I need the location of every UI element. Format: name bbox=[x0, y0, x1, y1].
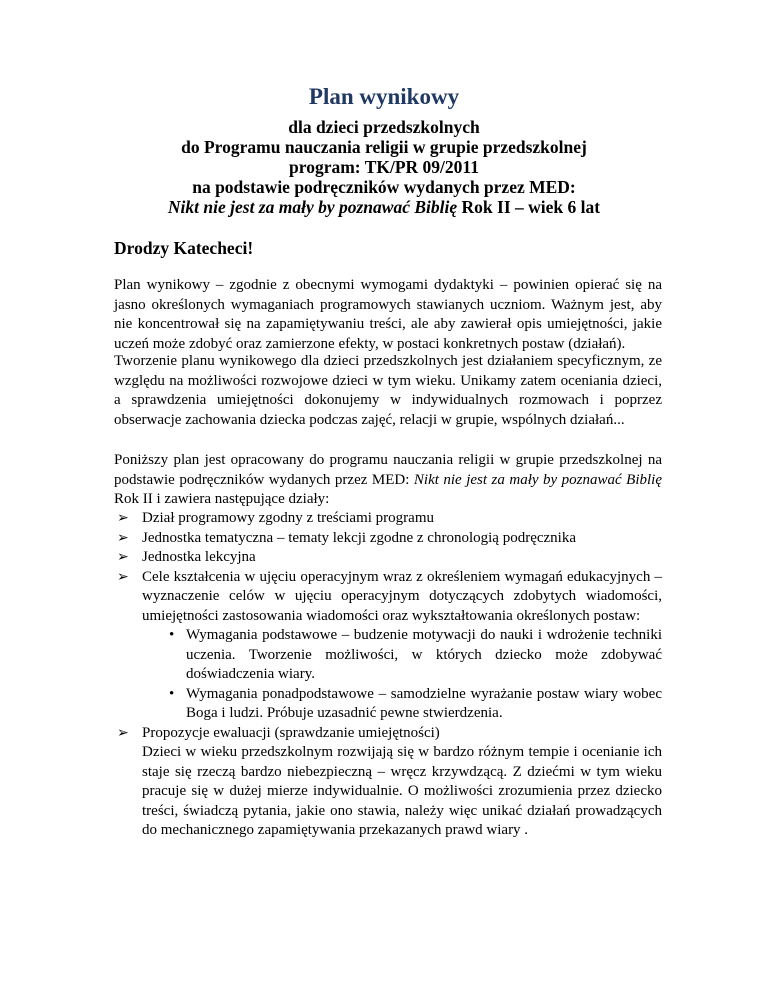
bullet-dot-icon: • bbox=[169, 685, 175, 702]
subtitle-line-3: program: TK/PR 09/2011 bbox=[289, 157, 479, 177]
intro-paragraph-3 bbox=[114, 451, 662, 510]
list-item-text: Jednostka tematyczna – tematy lekcji zgodne z chronologią podręcznika bbox=[142, 529, 576, 546]
list-item bbox=[114, 568, 662, 724]
intro-paragraph-2: Tworzenie planu wynikowego dla dzieci przedszkolnych jest działaniem specyficznym, ze względu na możliwości rozwojowe dzieci w tym wieku. Unikamy zatem oceniania dzieci, a sprawdzenia umiejętności dokonujemy w indywidualnych rozmowach i poprzez obserwacje zachowania dziecka podczas zajęć, relacji w grupie, wspólnych działań... bbox=[114, 353, 662, 428]
sections-list bbox=[114, 509, 662, 841]
paragraph3-end: Rok II i zawiera następujące działy: bbox=[114, 491, 330, 507]
subtitle-line-2: do Programu nauczania religii w grupie przedszkolnej bbox=[181, 137, 587, 157]
list-item-text: Dział programowy zgodny z treściami programu bbox=[142, 510, 434, 526]
sublist-item bbox=[142, 626, 662, 685]
list-item bbox=[114, 724, 662, 841]
list-item-text: Cele kształcenia w ujęciu operacyjnym wraz z określeniem wymagań edukacyjnych – wyznaczenie celów w ujęciu operacyjnym dotyczących zdobytych wiadomości, umiejętności zastosowania wiadomości oraz wykształtowania określonych postaw: bbox=[142, 568, 662, 624]
list-item bbox=[114, 529, 662, 549]
book-suffix: Rok II – wiek 6 lat bbox=[457, 197, 601, 217]
page-title: Plan wynikowy bbox=[308, 84, 460, 109]
arrowhead-bullet-icon: ➢ bbox=[117, 511, 129, 526]
arrowhead-bullet-icon: ➢ bbox=[117, 569, 129, 585]
subtitle-line-1: dla dzieci przedszkolnych bbox=[288, 117, 480, 137]
greeting-heading: Drodzy Katecheci! bbox=[114, 238, 254, 258]
list-item bbox=[114, 548, 662, 568]
paragraph3-book-title: Nikt nie jest za mały by poznawać Biblię bbox=[413, 471, 662, 488]
intro-paragraph-1: Plan wynikowy – zgodnie z obecnymi wymogami dydaktyki – powinien opierać się na jasno określonych wymaganiach programowych stawianych uczniom. Ważnym jest, aby nie koncentrował się na zapamiętywaniu treści, ale aby zawierał opis umiejętności, jakie uczeń może zdobyć oraz zamierzone efekty, w postaci konkretnych postaw (działań). bbox=[114, 277, 662, 352]
paragraph3-start: Poniższy plan jest opracowany do programu nauczania religii w grupie przedszkolnej na podstawie podręczników wydanych przez MED: bbox=[114, 452, 662, 488]
list-item bbox=[114, 509, 662, 529]
requirements-sublist bbox=[142, 626, 662, 724]
subtitle-line-5 bbox=[0, 197, 768, 217]
bullet-dot-icon: • bbox=[169, 627, 175, 643]
arrowhead-bullet-icon: ➢ bbox=[117, 550, 129, 565]
evaluation-text: Dzieci w wieku przedszkolnym rozwijają się w bardzo różnym tempie i ocenianie ich staje się rzeczą bardzo niebezpieczną – wręcz krzywdzącą. Z dziećmi w tym wieku pracuje się w dużej mierze indywidualnie. O możliwości zrozumienia przez dziecko treści, świadczą pytania, jakie ono stawia, należy więc unikać działań prowadzących do mechanicznego zapamiętywania przekazanych prawd wiary . bbox=[142, 744, 662, 838]
list-item-text: Propozycje ewaluacji (sprawdzanie umiejętności) bbox=[142, 724, 440, 741]
list-item-text: Jednostka lekcyjna bbox=[142, 549, 256, 565]
sublist-item-text: Wymagania ponadpodstawowe – samodzielne wyrażanie postaw wiary wobec Boga i ludzi. Próbuje uzasadnić pewne stwierdzenia. bbox=[186, 685, 662, 721]
book-title: Nikt nie jest za mały by poznawać Biblię bbox=[167, 197, 458, 217]
sublist-item bbox=[142, 685, 662, 724]
subtitle-line-4: na podstawie podręczników wydanych przez MED: bbox=[192, 177, 576, 197]
sublist-item-text: Wymagania podstawowe – budzenie motywacji do nauki i wdrożenie techniki uczenia. Tworzenie możliwości, w których dziecko może zdobywać doświadczenia wiary. bbox=[186, 627, 662, 682]
arrowhead-bullet-icon: ➢ bbox=[117, 725, 129, 741]
arrowhead-bullet-icon: ➢ bbox=[117, 530, 129, 546]
